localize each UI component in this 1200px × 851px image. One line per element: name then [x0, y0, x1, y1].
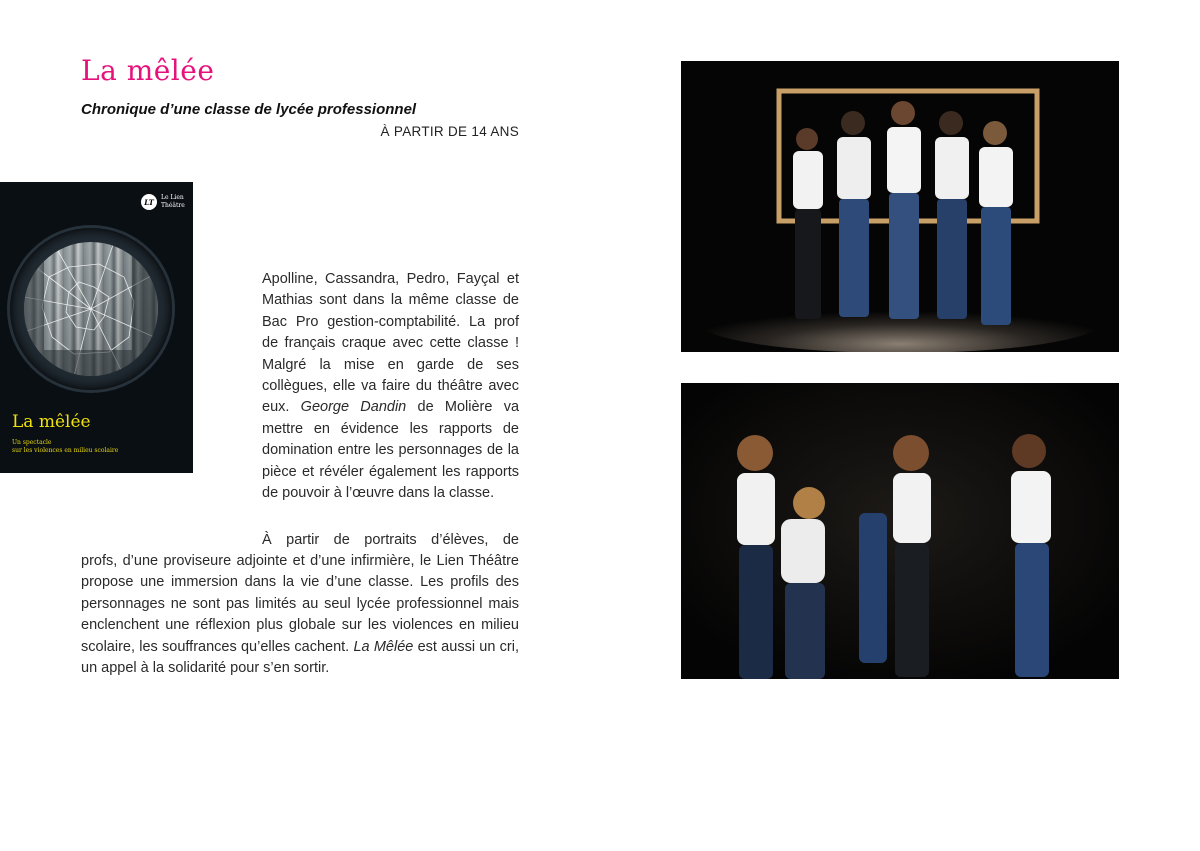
show-poster [0, 182, 193, 473]
description-text-a: profs, d’une proviseure adjointe et d’une infirmière, le Lien Théâtre propose une immersion dans la vie d’une classe. Les profils des personnages ne sont pas limités au seul lycée professionnel mais enclenchent une réflexion plus globale sur les violences en milieu scolaire, les souffrances qu’elles cachent. [81, 553, 519, 655]
poster-tagline: Un spectacle sur les violences en milieu scolaire [12, 439, 119, 454]
synopsis-text-b: de Molière va mettre en évidence les rapports de domination entre les personnages de la pièce et révéler également les rapports de pouvoir à l’œuvre dans la classe. [262, 399, 520, 502]
poster-title: La mêlée [12, 412, 91, 432]
paragraph-description-first-line: À partir de portraits d’élèves, de [262, 532, 519, 548]
page-subtitle: Chronique d’une classe de lycée professionnel [81, 101, 417, 118]
stage-photo-reaching [681, 383, 1119, 679]
theatre-logo-text: Le Lien Théâtre [161, 194, 185, 209]
porthole-illustration [10, 228, 172, 390]
play-title-george-dandin: George Dandin [300, 399, 407, 416]
age-recommendation: À PARTIR DE 14 ANS [380, 124, 519, 139]
show-title-la-melee: La Mêlée [353, 638, 414, 655]
stage-photo-frame [681, 61, 1119, 352]
broken-glass-image [24, 242, 158, 376]
description-text-b: est aussi un cri, un appel à la solidarité pour s’en sortir. [81, 638, 519, 677]
paragraph-synopsis [262, 269, 519, 504]
theatre-logo-icon: LT [141, 194, 157, 210]
synopsis-text-a: Apolline, Cassandra, Pedro, Fayçal et Mathias sont dans la même classe de Bac Pro gestion-comptabilité. La prof de français craque avec cette classe ! Malgré la mise en garde de ses collègues, elle va faire du théâtre avec eux. [262, 271, 519, 416]
page-title: La mêlée [81, 54, 215, 87]
theatre-logo [141, 194, 185, 210]
paragraph-description [81, 551, 519, 679]
